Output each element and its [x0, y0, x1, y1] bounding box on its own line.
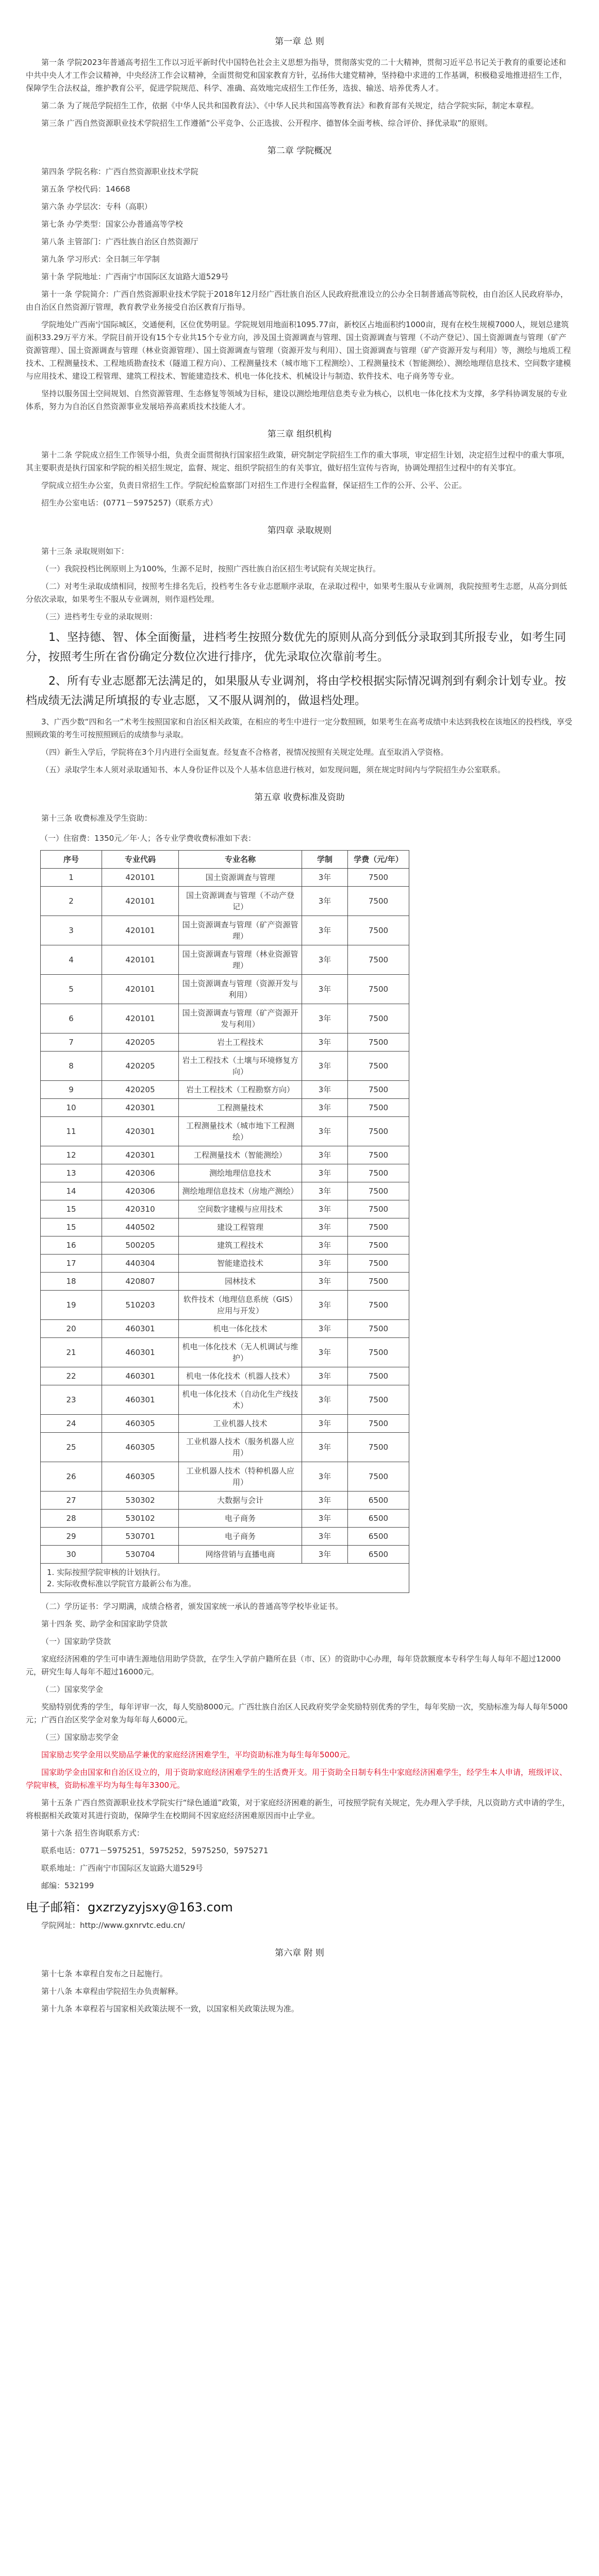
- table-cell: 420301: [102, 1117, 179, 1146]
- table-cell: 420101: [102, 975, 179, 1004]
- table-row: [41, 869, 584, 887]
- chapter-3-title: 第三章 组织机构: [267, 429, 332, 439]
- table-cell: 7500: [348, 1291, 409, 1320]
- header-cell: 专业名称: [179, 851, 302, 869]
- table-cell: 电子商务: [179, 1510, 302, 1528]
- table-cell: 7500: [348, 1117, 409, 1146]
- chapter-1-title: 第一章 总 则: [275, 37, 324, 47]
- table-cell: 工业机器人技术（服务机器人应用）: [179, 1433, 302, 1462]
- paragraph: （四）新生入学后，学院将在3个月内进行全面复查。经复查不合格者，视情况按照有关规定处理。直至取消入学资格。: [41, 748, 448, 757]
- table-cell: 3年: [302, 1338, 348, 1367]
- table-cell: 420205: [102, 1052, 179, 1081]
- blank-cell: [409, 1255, 584, 1273]
- table-cell: 软件技术（地理信息系统（GIS）应用与开发）: [179, 1291, 302, 1320]
- paragraph: （三）进档考生专业的录取规则：: [41, 612, 158, 621]
- table-cell: 7500: [348, 1004, 409, 1033]
- table-header-row: [41, 851, 584, 869]
- paragraph: （二）学历证书：学习期满，成绩合格者，颁发国家统一承认的普通高等学校毕业证书。: [41, 1602, 343, 1611]
- table-cell: 空间数字建模与应用技术: [179, 1200, 302, 1218]
- table-cell: 国土资源调查与管理（资源开发与利用）: [179, 975, 302, 1004]
- table-note: [41, 1564, 409, 1593]
- table-row: [41, 1081, 584, 1099]
- table-cell: 网络营销与直播电商: [179, 1546, 302, 1564]
- blank-cell: [409, 1462, 584, 1492]
- table-cell: 460305: [102, 1433, 179, 1462]
- paragraph: 第十八条 本章程由学院招生办负责解释。: [41, 1987, 183, 1996]
- table-cell: 7500: [348, 1164, 409, 1182]
- table-cell: 7500: [348, 1146, 409, 1164]
- table-row: [41, 1182, 584, 1200]
- table-cell: 7500: [348, 887, 409, 916]
- table-cell: 电子商务: [179, 1528, 302, 1546]
- blank-cell: [409, 1273, 584, 1291]
- table-cell: 大数据与会计: [179, 1492, 302, 1510]
- table-cell: 7500: [348, 1415, 409, 1433]
- table-cell: 3年: [302, 1546, 348, 1564]
- table-cell: 7500: [348, 945, 409, 975]
- table-row: [41, 1273, 584, 1291]
- header-cell: 学费（元/年）: [348, 851, 409, 869]
- table-note-row: [41, 1564, 584, 1593]
- table-cell: 1: [41, 869, 102, 887]
- table-cell: 12: [41, 1146, 102, 1164]
- paragraph: 第二条 为了规范学院招生工作，依据《中华人民共和国教育法》、《中华人民共和国高等教育法》和教育部有关规定，结合学院实际，制定本章程。: [41, 101, 539, 110]
- table-cell: 14: [41, 1182, 102, 1200]
- paragraph: （三）国家励志奖学金: [41, 1733, 119, 1742]
- table-cell: 7500: [348, 1433, 409, 1462]
- header-cell: 专业代码: [102, 851, 179, 869]
- table-cell: 17: [41, 1255, 102, 1273]
- table-cell: 3: [41, 916, 102, 945]
- table-cell: 7500: [348, 1462, 409, 1492]
- chapter-4-title: 第四章 录取规则: [267, 526, 332, 536]
- table-cell: 7500: [348, 869, 409, 887]
- table-row: [41, 1510, 584, 1528]
- table-cell: 6500: [348, 1510, 409, 1528]
- paragraph: 坚持以服务国土空间规划、自然资源管理、生态修复等领域为目标，建设以测绘地理信息类专业为核心，以机电一体化技术为支撑，多学科协调发展的专业体系，努力为自治区自然资源事业发展培养高素质技术技能人才。: [26, 389, 568, 411]
- large-paragraph: 2、所有专业志愿都无法满足的，如果服从专业调剂，将由学校根据实际情况调剂到有剩余计划专业。按档成绩无法满足所填报的专业志愿，又不服从调剂的，做退档处理。: [26, 675, 567, 707]
- paragraph: （五）录取学生本人须对录取通知书、本人身份证件以及个人基本信息进行核对，如发现问题，须在规定时间内与学院招生办公室联系。: [41, 765, 506, 774]
- table-cell: 3年: [302, 916, 348, 945]
- paragraph: 学院地处广西南宁国际城区，交通便利，区位优势明显。学院规划用地面积1095.77亩，新校区占地面积约1000亩，现有在校生规模7000人，规划总建筑面积33.29万平方米。学院目前开设有15个专业共15个专业方向，涉及国土资源调查与管理、国土资源调查与管理（不动产登记）、国土资源调查与管理（矿产资源管理）、国土资源调查与管理（林业资源管理）、国土资源调查与管理（资源开发与利用）、国土资源调查与管理（矿产资源开发与利用）等，测绘与地质工程技术、工程测量技术、工程地质勘查技术（隧道工程方向）、工程测量技术（城市地下工程测绘）、工程测量技术（智能测绘）、测绘地理信息技术、空间数字建模与应用技术、建设工程管理、建筑工程技术、智能建造技术、机电一体化技术、机械设计与制造、软件技术、电子商务等专业。: [26, 320, 571, 381]
- table-cell: 工程测量技术: [179, 1099, 302, 1117]
- table-cell: 3年: [302, 1117, 348, 1146]
- table-row: [41, 1528, 584, 1546]
- table-cell: 机电一体化技术（机器人技术）: [179, 1367, 302, 1385]
- table-row: [41, 1385, 584, 1415]
- table-cell: 测绘地理信息技术（房地产测绘）: [179, 1182, 302, 1200]
- table-cell: 建设工程管理: [179, 1218, 302, 1236]
- blank-cell: [409, 975, 584, 1004]
- table-cell: 3年: [302, 1385, 348, 1415]
- blank-cell: [409, 1218, 584, 1236]
- table-cell: 420310: [102, 1200, 179, 1218]
- table-cell: 26: [41, 1462, 102, 1492]
- blank-cell: [409, 1200, 584, 1218]
- table-cell: 420301: [102, 1146, 179, 1164]
- paragraph: 奖励特别优秀的学生，每年评审一次，每人奖励8000元。广西壮族自治区人民政府奖学金奖励特别优秀的学生，每年奖励一次，奖励标准为每人每年5000元；广西自治区奖学金对象为每年每人6000元。: [26, 1702, 568, 1724]
- blank-cell: [409, 1564, 584, 1593]
- table-row: [41, 1291, 584, 1320]
- paragraph: 招生办公室电话：(0771－5975257)（联系方式）: [41, 498, 218, 507]
- email-link[interactable]: gxzrzyzyjsxy@163.com: [88, 1900, 233, 1914]
- table-cell: 13: [41, 1164, 102, 1182]
- table-cell: 7500: [348, 1320, 409, 1338]
- table-cell: 11: [41, 1117, 102, 1146]
- blank-cell: [409, 1236, 584, 1255]
- blank-cell: [409, 1099, 584, 1117]
- paragraph: 第三条 广西自然资源职业技术学院招生工作遵循“公平竞争、公正选拔、公开程序、德智体全面考核、综合评价、择优录取”的原则。: [41, 118, 493, 128]
- document: [26, 21, 573, 2020]
- paragraph: 第十三条 收费标准及学生资助：: [41, 814, 152, 823]
- table-cell: 500205: [102, 1236, 179, 1255]
- table-row: [41, 1433, 584, 1462]
- table-cell: 3年: [302, 1367, 348, 1385]
- table-cell: 3年: [302, 975, 348, 1004]
- table-row: [41, 1004, 584, 1033]
- blank-cell: [409, 887, 584, 916]
- blank-cell: [409, 1164, 584, 1182]
- table-row: [41, 1415, 584, 1433]
- table-row: [41, 916, 584, 945]
- table-cell: 机电一体化技术: [179, 1320, 302, 1338]
- table-cell: 420205: [102, 1081, 179, 1099]
- paragraph: 第七条 办学类型：国家公办普通高等学校: [41, 219, 183, 229]
- table-cell: 6500: [348, 1492, 409, 1510]
- table-cell: 机电一体化技术（无人机调试与维护）: [179, 1338, 302, 1367]
- table-cell: 530704: [102, 1546, 179, 1564]
- table-cell: 420101: [102, 916, 179, 945]
- table-cell: 3年: [302, 1320, 348, 1338]
- table-cell: 460305: [102, 1415, 179, 1433]
- paragraph: 学院成立招生办公室，负责日常招生工作。学院纪检监察部门对招生工作进行全程监督，保证招生工作的公开、公平、公正。: [41, 481, 467, 490]
- blank-cell: [409, 1546, 584, 1564]
- contact-address: 联系地址：广西南宁市国际区友谊路大道529号: [41, 1863, 203, 1873]
- blank-cell: [409, 945, 584, 975]
- email-label: 电子邮箱：: [26, 1900, 88, 1914]
- table-cell: 3年: [302, 1146, 348, 1164]
- table-cell: 2: [41, 887, 102, 916]
- table-cell: 3年: [302, 1528, 348, 1546]
- paragraph: 第六条 办学层次：专科（高职）: [41, 202, 152, 211]
- table-row: [41, 1033, 584, 1052]
- fee-table: [40, 850, 584, 1593]
- table-cell: 420807: [102, 1273, 179, 1291]
- table-cell: 420306: [102, 1182, 179, 1200]
- table-cell: 3年: [302, 1273, 348, 1291]
- table-cell: 15: [41, 1218, 102, 1236]
- contact-phone: 联系电话：0771－5975251，5975252，5975250，5975271: [41, 1846, 269, 1855]
- table-cell: 岩土工程技术（工程勘察方向）: [179, 1081, 302, 1099]
- note-line: 2. 实际收费标准以学院官方最新公布为准。: [47, 1579, 196, 1588]
- table-cell: 7500: [348, 1033, 409, 1052]
- table-cell: 7500: [348, 1255, 409, 1273]
- table-cell: 3年: [302, 1462, 348, 1492]
- table-cell: 440304: [102, 1255, 179, 1273]
- blank-cell: [409, 916, 584, 945]
- paragraph: 第十二条 学院成立招生工作领导小组，负责全面贯彻执行国家招生政策，研究制定学院招生工作的重大事项，审定招生计划，决定招生过程中的重大事项，其主要职责是执行国家和学院的相关招生规定，监督、规定、组织学院招生的有关事宜，做好招生宣传与咨询，协调处理招生过程中的有关事宜。: [26, 450, 570, 472]
- table-row: [41, 1255, 584, 1273]
- table-cell: 420101: [102, 945, 179, 975]
- paragraph: 第十三条 录取规则如下：: [41, 547, 129, 556]
- table-cell: 3年: [302, 887, 348, 916]
- table-cell: 22: [41, 1367, 102, 1385]
- table-cell: 3年: [302, 1099, 348, 1117]
- table-cell: 7500: [348, 1273, 409, 1291]
- table-cell: 27: [41, 1492, 102, 1510]
- table-cell: 460305: [102, 1462, 179, 1492]
- table-cell: 工程测量技术（智能测绘）: [179, 1146, 302, 1164]
- table-cell: 460301: [102, 1385, 179, 1415]
- table-cell: 28: [41, 1510, 102, 1528]
- table-cell: 16: [41, 1236, 102, 1255]
- table-row: [41, 945, 584, 975]
- paragraph: 家庭经济困难的学生可申请生源地信用助学贷款，在学生入学前户籍所在县（市、区）的资助中心办理，每年贷款额度本专科学生每人每年不超过12000元，研究生每人每年不超过16000元。: [26, 1654, 561, 1676]
- paragraph: 第十九条 本章程若与国家相关政策法规不一致，以国家相关政策法规为准。: [41, 2004, 299, 2013]
- table-cell: 国土资源调查与管理（不动产登记）: [179, 887, 302, 916]
- table-cell: 420101: [102, 1004, 179, 1033]
- fee-table-caption: （一）住宿费：1350元／年·人；各专业学费收费标准如下表：: [40, 834, 256, 843]
- blank-cell: [409, 1081, 584, 1099]
- table-cell: 20: [41, 1320, 102, 1338]
- blank-cell: [409, 1528, 584, 1546]
- table-cell: 30: [41, 1546, 102, 1564]
- blank-cell: [409, 1510, 584, 1528]
- table-cell: 10: [41, 1099, 102, 1117]
- table-cell: 7500: [348, 1218, 409, 1236]
- paragraph: （二）国家奖学金: [41, 1685, 104, 1694]
- table-row: [41, 1200, 584, 1218]
- table-row: [41, 1146, 584, 1164]
- table-cell: 7: [41, 1033, 102, 1052]
- table-cell: 420101: [102, 887, 179, 916]
- table-cell: 国土资源调查与管理（矿产资源开发与利用）: [179, 1004, 302, 1033]
- header-cell: 学制: [302, 851, 348, 869]
- table-cell: 19: [41, 1291, 102, 1320]
- table-cell: 工业机器人技术: [179, 1415, 302, 1433]
- table-cell: 3年: [302, 1255, 348, 1273]
- table-cell: 3年: [302, 1510, 348, 1528]
- table-row: [41, 1367, 584, 1385]
- website-link[interactable]: 学院网址：http://www.gxnrvtc.edu.cn/: [41, 1921, 185, 1930]
- table-cell: 3年: [302, 1182, 348, 1200]
- table-cell: 7500: [348, 1099, 409, 1117]
- blank-cell: [409, 1291, 584, 1320]
- table-cell: 园林技术: [179, 1273, 302, 1291]
- table-cell: 3年: [302, 1004, 348, 1033]
- table-cell: 工程测量技术（城市地下工程测绘）: [179, 1117, 302, 1146]
- blank-cell: [409, 1385, 584, 1415]
- contact-postcode: 邮编：532199: [41, 1881, 94, 1890]
- table-cell: 440502: [102, 1218, 179, 1236]
- table-cell: 国土资源调查与管理: [179, 869, 302, 887]
- table-row: [41, 1320, 584, 1338]
- table-row: [41, 887, 584, 916]
- table-cell: 530701: [102, 1528, 179, 1546]
- table-cell: 7500: [348, 1236, 409, 1255]
- table-cell: 420301: [102, 1099, 179, 1117]
- table-cell: 7500: [348, 1182, 409, 1200]
- table-cell: 7500: [348, 1052, 409, 1081]
- table-cell: 460301: [102, 1367, 179, 1385]
- paragraph: （一）我院投档比例原则上为100%，生源不足时，按照广西壮族自治区招生考试院有关规定执行。: [41, 564, 380, 573]
- table-cell: 7500: [348, 916, 409, 945]
- table-cell: 420306: [102, 1164, 179, 1182]
- table-cell: 3年: [302, 1415, 348, 1433]
- table-row: [41, 1462, 584, 1492]
- table-row: [41, 1099, 584, 1117]
- paragraph: 第九条 学习形式：全日制三年学制: [41, 255, 160, 264]
- blank-cell: [409, 1338, 584, 1367]
- header-cell: 序号: [41, 851, 102, 869]
- table-cell: 7500: [348, 1338, 409, 1367]
- table-cell: 岩土工程技术: [179, 1033, 302, 1052]
- table-cell: 6500: [348, 1528, 409, 1546]
- table-row: [41, 1236, 584, 1255]
- table-cell: 7500: [348, 1367, 409, 1385]
- highlighted-paragraph: 国家励志奖学金用以奖励品学兼优的家庭经济困难学生，平均资助标准为每生每年5000元。: [41, 1750, 355, 1759]
- blank-cell: [409, 1146, 584, 1164]
- paragraph: 第一条 学院2023年普通高考招生工作以习近平新时代中国特色社会主义思想为指导，贯彻落实党的二十大精神，贯彻习近平总书记关于教育的重要论述和中共中央人才工作会议精神，中央经济工作会议精神，全面贯彻党和国家教育方针，弘扬伟大建党精神，坚持稳中求进的工作基调，积极稳妥地推进招生工作，保障学生合法权益，维护教育公平，促进学院规范、科学、准确、高效地完成招生工作任务，选拔、输送、培养优秀人才。: [26, 58, 568, 93]
- table-cell: 5: [41, 975, 102, 1004]
- blank-cell: [409, 1367, 584, 1385]
- table-cell: 3年: [302, 1218, 348, 1236]
- table-cell: 智能建造技术: [179, 1255, 302, 1273]
- table-row: [41, 1164, 584, 1182]
- table-cell: 建筑工程技术: [179, 1236, 302, 1255]
- chapter-2-title: 第二章 学院概况: [267, 146, 332, 156]
- table-cell: 15: [41, 1200, 102, 1218]
- blank-cell: [409, 1182, 584, 1200]
- note-line: 1. 实际按照学院审核的计划执行。: [47, 1568, 165, 1577]
- chapter-6-title: 第六章 附 则: [275, 1948, 324, 1958]
- table-cell: 460301: [102, 1338, 179, 1367]
- large-paragraph: 1、坚持德、智、体全面衡量，进档考生按照分数优先的原则从高分到低分录取到其所报专业，如考生同分，按照考生所在省份确定分数位次进行排序，优先录取位次靠前考生。: [26, 631, 567, 664]
- paragraph: 第四条 学院名称：广西自然资源职业技术学院: [41, 167, 198, 176]
- blank-cell: [409, 1492, 584, 1510]
- table-cell: 7500: [348, 1081, 409, 1099]
- table-cell: 3年: [302, 945, 348, 975]
- paragraph: 第十六条 招生咨询联系方式：: [41, 1828, 144, 1838]
- table-row: [41, 1218, 584, 1236]
- table-cell: 3年: [302, 1200, 348, 1218]
- table-cell: 工业机器人技术（特种机器人应用）: [179, 1462, 302, 1492]
- table-cell: 29: [41, 1528, 102, 1546]
- table-cell: 国土资源调查与管理（林业资源管理）: [179, 945, 302, 975]
- table-cell: 7500: [348, 975, 409, 1004]
- table-cell: 530302: [102, 1492, 179, 1510]
- table-cell: 3年: [302, 1433, 348, 1462]
- table-cell: 3年: [302, 1291, 348, 1320]
- blank-cell: [409, 869, 584, 887]
- table-cell: 3年: [302, 1164, 348, 1182]
- paragraph: 第八条 主管部门：广西壮族自治区自然资源厅: [41, 237, 198, 246]
- chapter-5-title: 第五章 收费标准及资助: [254, 792, 345, 803]
- paragraph: 3、广西少数“四和名一”术考生按照国家和自治区相关政策，在相应的考生中进行一定分数照顾，如果考生在高考成绩中未达到我校在该地区的投档线，享受照顾政策的考生可按照照顾后的成绩参与录取。: [26, 717, 573, 739]
- table-cell: 420101: [102, 869, 179, 887]
- table-cell: 7500: [348, 1385, 409, 1415]
- table-cell: 3年: [302, 1492, 348, 1510]
- table-cell: 420205: [102, 1033, 179, 1052]
- table-cell: 机电一体化技术（自动化生产线技术）: [179, 1385, 302, 1415]
- fee-table-body: [41, 869, 584, 1564]
- table-cell: 530102: [102, 1510, 179, 1528]
- table-cell: 岩土工程技术（土壤与环境修复方向）: [179, 1052, 302, 1081]
- table-cell: 8: [41, 1052, 102, 1081]
- blank-cell: [409, 1117, 584, 1146]
- table-cell: 3年: [302, 1052, 348, 1081]
- blank-cell: [409, 1415, 584, 1433]
- table-cell: 4: [41, 945, 102, 975]
- table-cell: 7500: [348, 1200, 409, 1218]
- paragraph: 第十四条 奖、助学金和国家助学贷款: [41, 1619, 168, 1629]
- table-row: [41, 1492, 584, 1510]
- table-cell: 3年: [302, 1236, 348, 1255]
- table-cell: 3年: [302, 869, 348, 887]
- paragraph: 第十五条 广西自然资源职业技术学院实行“绿色通道”政策，对于家庭经济困难的新生，可按照学院有关规定，先办理入学手续，凡以资助方式申请的学生，将根据相关政策对其进行资助，保障学生在校期间不因家庭经济困难原因而中止学业。: [26, 1798, 570, 1820]
- table-cell: 国土资源调查与管理（矿产资源管理）: [179, 916, 302, 945]
- blank-cell: [409, 1433, 584, 1462]
- contact-email: [26, 1897, 573, 1915]
- table-cell: 测绘地理信息技术: [179, 1164, 302, 1182]
- table-row: [41, 1117, 584, 1146]
- table-cell: 510203: [102, 1291, 179, 1320]
- table-cell: 23: [41, 1385, 102, 1415]
- table-cell: 18: [41, 1273, 102, 1291]
- paragraph: 第五条 学校代码：14668: [41, 184, 130, 194]
- paragraph: （二）对考生录取成绩相同，按照考生排名先后，投档考生各专业志愿顺序录取，在录取过程中，如果考生服从专业调剂，我院按照考生志愿，从高分到低分依次录取，如果考生不服从专业调剂，则作退档处理。: [26, 582, 568, 604]
- paragraph: 第十条 学院地址：广西南宁市国际区友谊路大道529号: [41, 272, 229, 281]
- table-cell: 6: [41, 1004, 102, 1033]
- highlighted-paragraph: 国家助学金由国家和自治区设立的，用于资助家庭经济困难学生的生活费开支。用于资助全日制专科生中家庭经济困难学生，经学生本人申请，班级评议、学院审核，资助标准平均为每生每年3300元。: [26, 1768, 568, 1790]
- blank-cell: [409, 1033, 584, 1052]
- table-row: [41, 975, 584, 1004]
- blank-cell: [409, 1004, 584, 1033]
- paragraph: 第十一条 学院简介：广西自然资源职业技术学院于2018年12月经广西壮族自治区人民政府批准设立的公办全日制普通高等院校，由自治区人民政府举办，由自治区自然资源厅管理，教育教学业务接受自治区教育厅指导。: [26, 290, 569, 312]
- table-cell: 6500: [348, 1546, 409, 1564]
- table-cell: 460301: [102, 1320, 179, 1338]
- paragraph: 第十七条 本章程自发布之日起施行。: [41, 1969, 168, 1978]
- table-cell: 21: [41, 1338, 102, 1367]
- table-cell: 25: [41, 1433, 102, 1462]
- table-cell: 3年: [302, 1033, 348, 1052]
- table-row: [41, 1546, 584, 1564]
- table-row: [41, 1338, 584, 1367]
- blank-cell: [409, 1320, 584, 1338]
- table-cell: 24: [41, 1415, 102, 1433]
- blank-cell: [409, 1052, 584, 1081]
- table-cell: 9: [41, 1081, 102, 1099]
- paragraph: （一）国家助学贷款: [41, 1637, 111, 1646]
- header-cell: [409, 851, 584, 869]
- table-row: [41, 1052, 584, 1081]
- table-cell: 3年: [302, 1081, 348, 1099]
